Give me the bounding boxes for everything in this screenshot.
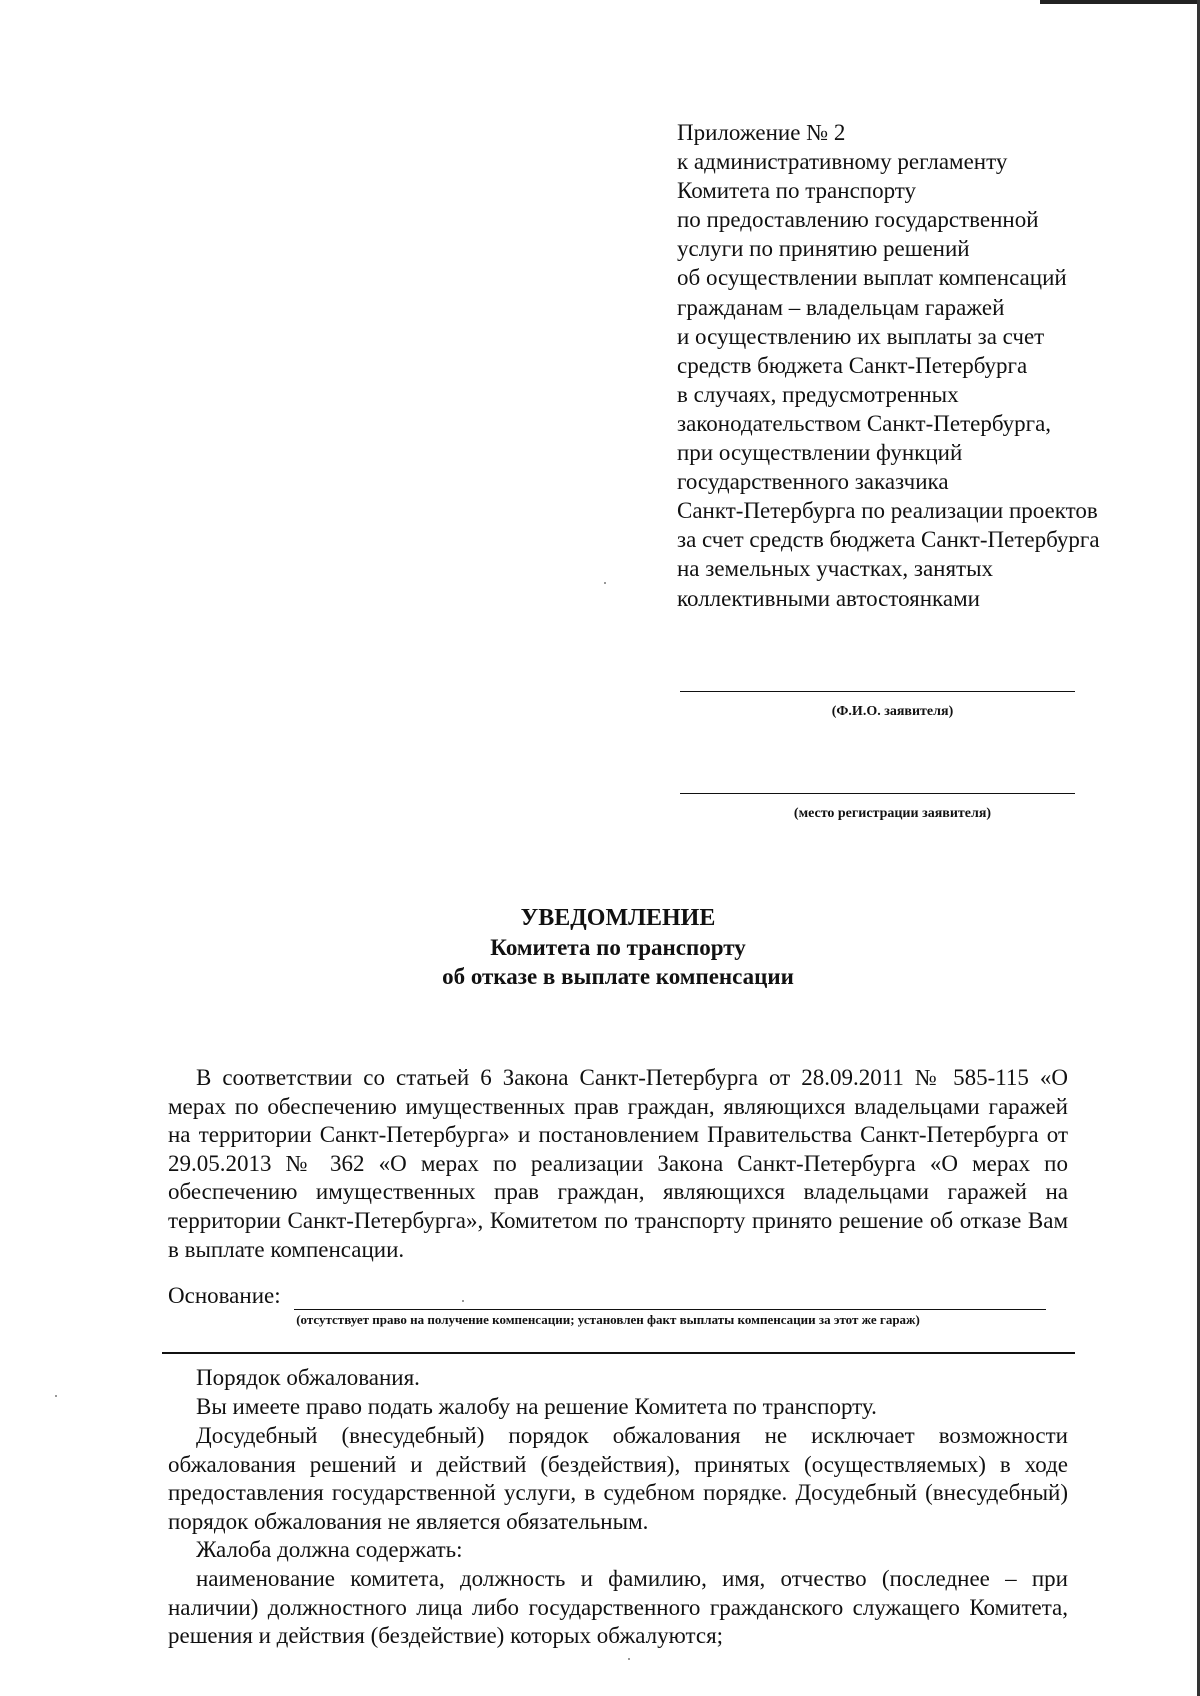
title-line-2: Комитета по транспорту [490,935,746,960]
scan-speck [604,582,606,584]
appendix-line: средств бюджета Санкт-Петербурга [677,352,1028,378]
appeal-pretrial: Досудебный (внесудебный) порядок обжалования не исключает возможности обжалования решений и действий (бездействия), принятых (осуществляемых) в ходе предоставления государственной услуги, в судебном порядке. Досудебный (внесудебный) порядок обжалования не является обязательным. [168,1423,1068,1534]
complaint-heading: Жалоба должна содержать: [196,1537,463,1562]
appendix-line: и осуществлению их выплаты за счет [677,323,1045,349]
appendix-line: по предоставлению государственной [677,207,1039,233]
basis-rule [294,1309,1046,1310]
appendix-block [677,118,1197,613]
section-divider [162,1352,1075,1354]
scan-edge [1040,0,1200,4]
appendix-line: Приложение № 2 [677,120,846,145]
appendix-line: на земельных участках, занятых [677,556,994,582]
basis-caption: (отсутствует право на получение компенсации; установлен факт выплаты компенсации за этот же гараж) [296,1312,920,1327]
appendix-line: при осуществлении функций [677,440,963,466]
appeal-right: Вы имеете право подать жалобу на решение Комитета по транспорту. [196,1394,877,1419]
applicant-registration-field [680,793,1075,822]
basis-line [168,1283,1048,1309]
scan-speck [462,1300,464,1302]
appendix-line: законодательством Санкт-Петербурга, [677,410,1052,436]
appendix-line: Комитета по транспорту [677,178,917,204]
appendix-line: в случаях, предусмотренных [677,381,959,407]
appendix-line: коллективными автостоянками [677,585,980,611]
complaint-item-1: наименование комитета, должность и фамилию, имя, отчество (последнее – при наличии) должностного лица либо государственного гражданского служащего Комитета, решения и действия (бездействие) которых обжалуются; [168,1566,1068,1649]
applicant-name-rule [680,691,1075,692]
applicant-name-caption: (Ф.И.О. заявителя) [831,704,954,719]
appendix-line: об осуществлении выплат компенсаций [677,265,1067,291]
title-line-3: об отказе в выплате компенсации [442,964,794,989]
applicant-registration-rule [680,793,1075,794]
document-title [0,904,1200,991]
main-paragraph: В соответствии со статьей 6 Закона Санкт-Петербурга от 28.09.2011 № 585-115 «О мерах по обеспечению имущественных прав граждан, являющихся владельцами гаражей на территории Санкт-Петербурга» и постановлением Правительства Санкт-Петербурга от 29.05.2013 № 362 «О мерах по реализации Закона Санкт-Петербурга «О мерах по обеспечению имущественных прав граждан, являющихся владельцами гаражей на территории Санкт-Петербурга», Комитетом по транспорту принято решение об отказе Вам в выплате компенсации. [168,1065,1068,1262]
appendix-line: Санкт-Петербурга по реализации проектов [677,498,1098,524]
appeal-heading: Порядок обжалования. [196,1365,420,1390]
basis-label: Основание: [168,1283,281,1308]
applicant-registration-caption: (место регистрации заявителя) [793,806,992,821]
scan-speck [628,1658,630,1660]
appendix-line: гражданам – владельцам гаражей [677,294,1005,320]
applicant-name-field [680,691,1075,720]
title-line-1: УВЕДОМЛЕНИЕ [520,905,716,931]
appendix-line: за счет средств бюджета Санкт-Петербурга [677,527,1100,553]
appendix-line: услуги по принятию решений [677,236,970,262]
scan-speck [55,1395,57,1397]
appendix-line: к административному регламенту [677,149,1008,175]
appendix-line: государственного заказчика [677,469,949,495]
